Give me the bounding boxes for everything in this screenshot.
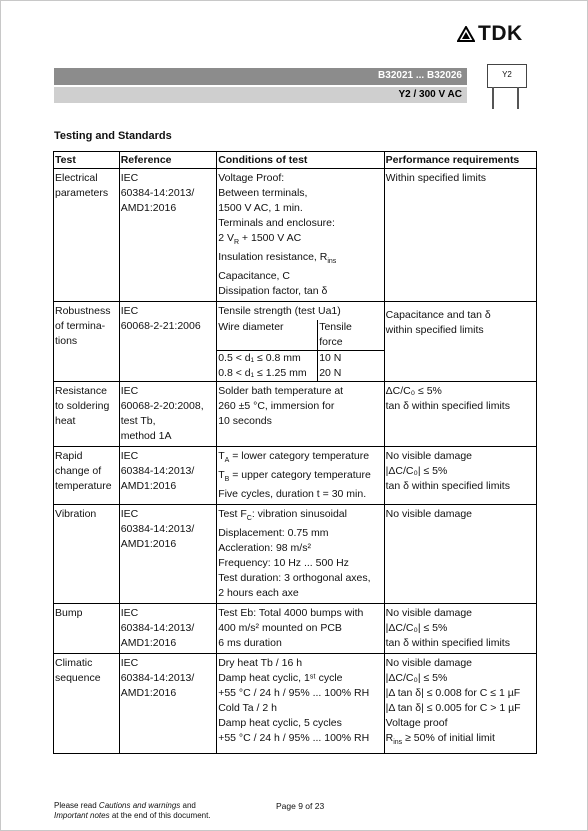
subtable-cell: 10 N (318, 351, 384, 367)
footer-text: Please read (54, 801, 99, 810)
conditions-line: 6 ms duration (218, 637, 282, 650)
reference-line: IEC (120, 385, 139, 398)
conditions-line: 2 hours each axe (218, 587, 299, 600)
table-header-row (54, 152, 537, 169)
section-title: Testing and Standards (54, 130, 172, 142)
conditions-line: Damp heat cyclic, 1ˢᵗ cycle (218, 672, 343, 685)
requirements-line: No visible damage (385, 657, 473, 670)
conditions-line: 1500 V AC, 1 min. (218, 202, 303, 214)
requirements-cell (384, 382, 536, 447)
requirements-line: No visible damage (385, 607, 473, 620)
test-name-cell (54, 169, 120, 302)
conditions-line: +55 °C / 24 h / 95% ... 100% RH (218, 732, 370, 745)
reference-line: IEC (120, 607, 139, 620)
class-rating: Y2 / 300 V AC (398, 89, 462, 100)
subtable-cell: 20 N (318, 366, 384, 381)
conditions-line: Solder bath temperature at (218, 385, 344, 398)
test-name-cell (54, 302, 120, 382)
test-name-line: Climatic (55, 657, 93, 670)
testing-table (53, 151, 537, 754)
conditions-line: 400 m/s² mounted on PCB (218, 622, 342, 635)
test-name-line: Robustness (55, 305, 111, 318)
requirements-line: tan δ within specified limits (385, 400, 510, 413)
conditions-line: Displacement: 0.75 mm (218, 527, 329, 540)
test-name-line: parameters (55, 187, 109, 199)
conditions-cell (217, 505, 384, 604)
reference-line: method 1A (120, 430, 172, 443)
conditions-line: 2 $V_R + 1500$ V AC (218, 232, 302, 247)
reference-cell (119, 302, 216, 382)
test-name-cell (54, 382, 120, 447)
reference-cell (119, 447, 216, 505)
reference-line: 60384-14:2013/ (120, 187, 195, 199)
reference-line: AMD1:2016 (120, 202, 177, 214)
capacitor-lead-right (517, 87, 519, 109)
conditions-line: Insulation resistance, $R_{ins}$ (218, 251, 337, 266)
test-name-line: change of (55, 465, 102, 478)
requirements-line: tan δ within specified limits (385, 637, 510, 650)
test-name-line: tions (55, 335, 78, 348)
footer-text: and (180, 801, 196, 810)
reference-line: AMD1:2016 (120, 687, 177, 700)
requirements-line: tan δ within specified limits (385, 480, 510, 493)
conditions-cell (217, 604, 384, 654)
table-row (54, 604, 537, 654)
reference-line: 60068-2-21:2006 (120, 320, 201, 333)
conditions-line: +55 °C / 24 h / 95% ... 100% RH (218, 687, 370, 700)
conditions-line: Between terminals, (218, 187, 308, 199)
conditions-line: Dry heat Tb / 16 h (218, 657, 303, 670)
requirements-line: |ΔC/C₀| ≤ 5% (385, 622, 448, 635)
page-number: Page 9 of 23 (276, 801, 325, 811)
class-rating-bar (54, 87, 467, 103)
column-header: Performance requirements (384, 152, 536, 169)
test-name-cell (54, 505, 120, 604)
conditions-line: Cold Ta / 2 h (218, 702, 277, 715)
reference-line: 60068-2-20:2008, (120, 400, 204, 413)
conditions-cell (217, 169, 384, 302)
conditions-line: Damp heat cyclic, 5 cycles (218, 717, 342, 730)
reference-line: 60384-14:2013/ (120, 465, 195, 478)
reference-cell (119, 604, 216, 654)
requirements-cell (384, 505, 536, 604)
column-header: Reference (119, 152, 216, 169)
brand-name: TDK (478, 22, 523, 45)
tdk-emblem-icon (457, 26, 475, 42)
tdk-logo (457, 22, 523, 46)
requirements-cell (384, 654, 536, 753)
reference-line: IEC (120, 172, 139, 184)
table-row (54, 447, 537, 505)
test-name-cell (54, 447, 120, 505)
conditions-cell (217, 654, 384, 753)
requirements-line: No visible damage (385, 450, 473, 463)
conditions-cell (217, 382, 384, 447)
reference-line: IEC (120, 657, 139, 670)
test-name-line: Vibration (55, 508, 97, 521)
reference-line: 60384-14:2013/ (120, 672, 195, 685)
subtable-cell: 0.8 < d₁ ≤ 1.25 mm (218, 367, 307, 380)
tensile-subtable (217, 320, 383, 381)
reference-cell (119, 169, 216, 302)
requirements-line: |ΔC/C₀| ≤ 5% (385, 672, 448, 685)
table-row (54, 505, 537, 604)
capacitor-lead-left (492, 87, 494, 109)
conditions-line: 260 ±5 °C, immersion for (218, 400, 335, 413)
reference-line: 60384-14:2013/ (120, 622, 195, 635)
reference-line: 60384-14:2013/ (120, 523, 195, 536)
table-row (54, 382, 537, 447)
subtable-cell: 0.5 < d₁ ≤ 0.8 mm (217, 351, 318, 367)
requirements-line: |ΔC/C₀| ≤ 5% (385, 465, 448, 478)
conditions-line: $T_B$ = upper category temperature (218, 469, 371, 484)
reference-line: IEC (120, 305, 139, 318)
table-row (54, 302, 537, 382)
part-range-bar (54, 68, 467, 85)
footer-link-cautions[interactable]: Cautions and warnings (98, 801, 181, 810)
requirements-cell (384, 169, 536, 302)
reference-cell (119, 382, 216, 447)
test-name-line: Bump (55, 607, 83, 620)
test-name-line: of termina- (55, 320, 106, 333)
table-row (54, 169, 537, 302)
requirements-cell (384, 302, 536, 382)
reference-line: IEC (120, 508, 139, 521)
requirements-cell (384, 604, 536, 654)
subtable-header: Tensile force (318, 320, 384, 351)
conditions-cell (217, 302, 384, 382)
conditions-line: Test Eb: Total 4000 bumps with (218, 607, 364, 620)
conditions-line: $T_A$ = lower category temperature (218, 450, 370, 465)
requirements-line: |Δ tan δ| ≤ 0.008 for C ≤ 1 µF (385, 687, 521, 700)
footer-note (54, 801, 211, 821)
conditions-line: Test duration: 3 orthogonal axes, (218, 572, 371, 585)
conditions-line: Tensile strength (test Ua1) (218, 305, 341, 318)
test-name-line: sequence (55, 672, 101, 685)
test-name-line: temperature (55, 480, 112, 493)
test-name-line: Rapid (55, 450, 83, 463)
test-name-line: heat (55, 415, 76, 428)
requirements-line: ΔC/C₀ ≤ 5% (385, 385, 442, 398)
conditions-line: Test $F_C$: vibration sinusoidal (218, 508, 347, 523)
test-name-cell (54, 654, 120, 753)
reference-line: AMD1:2016 (120, 637, 177, 650)
table-row (54, 654, 537, 753)
footer-text: at the end of this document. (109, 811, 211, 820)
capacitor-label: Y2 (502, 70, 512, 79)
requirements-line: Capacitance and tan δ (385, 309, 491, 322)
conditions-line: Capacitance, C (218, 270, 290, 283)
subtable-header: Wire diameter (217, 320, 318, 351)
conditions-line: 10 seconds (218, 415, 272, 428)
reference-line: IEC (120, 450, 139, 463)
reference-cell (119, 505, 216, 604)
test-name-cell (54, 604, 120, 654)
reference-cell (119, 654, 216, 753)
capacitor-drawing (487, 64, 527, 88)
part-range: B32021 ... B32026 (378, 70, 462, 81)
requirements-line: No visible damage (385, 508, 473, 521)
conditions-line: Five cycles, duration t = 30 min. (218, 488, 367, 501)
requirements-line: Within specified limits (385, 172, 487, 184)
column-header: Test (54, 152, 120, 169)
test-name-line: to soldering (55, 400, 110, 413)
requirements-line: Voltage proof (385, 717, 448, 730)
reference-line: AMD1:2016 (120, 480, 177, 493)
requirements-cell (384, 447, 536, 505)
reference-line: test Tb, (120, 415, 156, 428)
footer-link-important-notes[interactable]: Important notes (54, 811, 110, 820)
conditions-line: Dissipation factor, tan δ (218, 285, 328, 298)
requirements-line: $R_{ins} \ge 50\%$ of initial limit (385, 732, 495, 747)
reference-line: AMD1:2016 (120, 538, 177, 551)
column-header: Conditions of test (217, 152, 384, 169)
test-name-line: Resistance (55, 385, 107, 398)
requirements-line: within specified limits (385, 324, 484, 337)
conditions-line: Frequency: 10 Hz ... 500 Hz (218, 557, 349, 570)
conditions-cell (217, 447, 384, 505)
conditions-line: Terminals and enclosure: (218, 217, 335, 229)
test-name-line: Electrical (55, 172, 98, 184)
conditions-line: Accleration: 98 m/s² (218, 542, 311, 555)
requirements-line: |Δ tan δ| ≤ 0.005 for C > 1 µF (385, 702, 521, 715)
conditions-line: Voltage Proof: (218, 172, 285, 184)
